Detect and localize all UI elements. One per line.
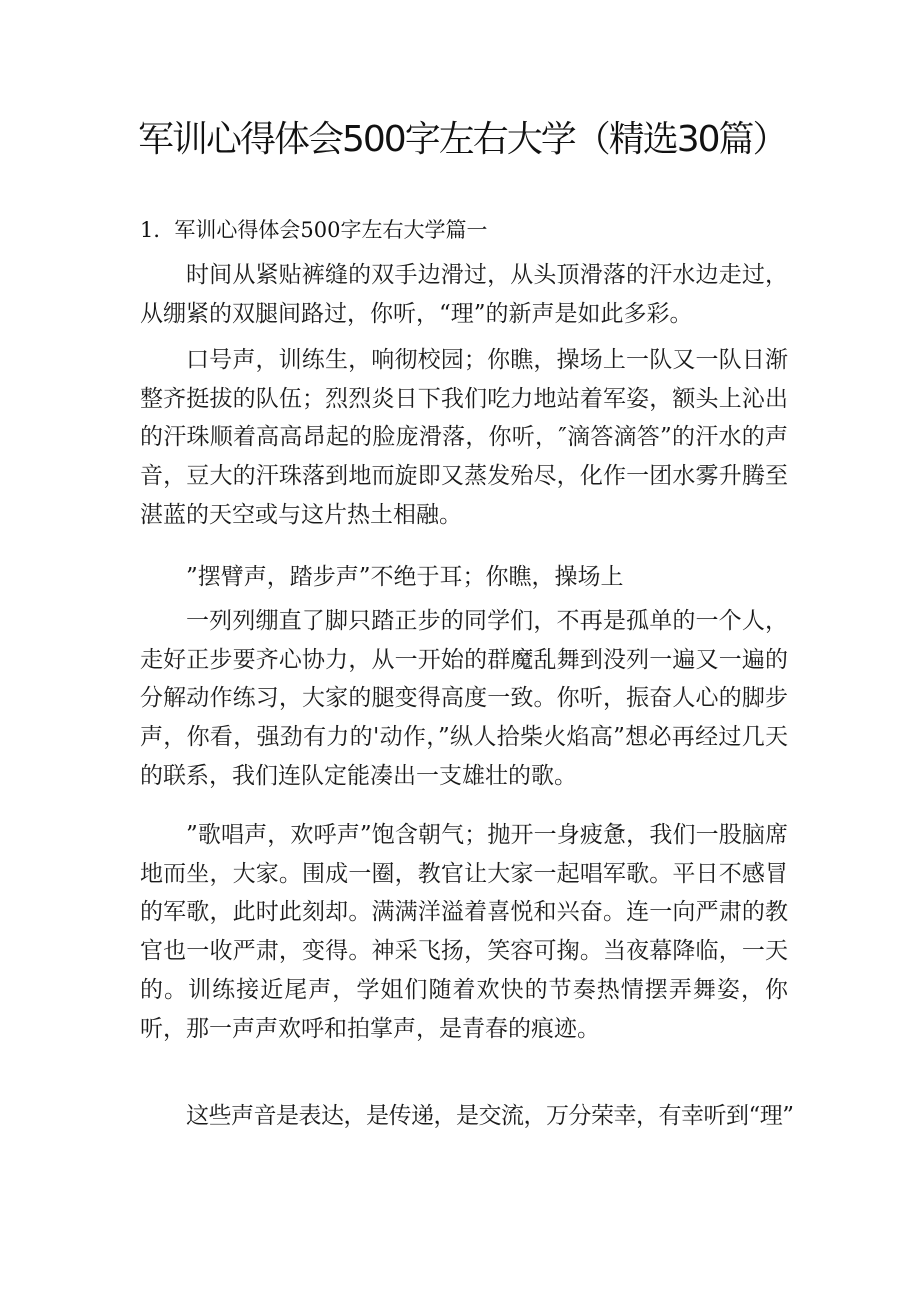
paragraph-1: 时间从紧贴裤缝的双手边滑过，从头顶滑落的汗水边走过，从绷紧的双腿间路过，你听，“理”的新声是如此多彩。: [140, 262, 788, 327]
paragraph-6: 这些声音是表达，是传递，是交流，万分荣幸，有幸听到“理”: [186, 1103, 794, 1129]
paragraph-2: 口号声，训练生，响彻校园；你瞧，操场上一队又一队日渐整齐挺拔的队伍；烈烈炎日下我们吃力地站着军姿，额头上沁出的汗珠顺着高高昂起的脸庞滑落，你听，″滴答滴答”的汗水的声音，豆大的汗珠落到地而旋即又蒸发殆尽，化作一团水雾升腾至湛蓝的天空或与这片热土相融。: [140, 347, 788, 528]
paragraph-3: ”摆臂声，踏步声”不绝于耳；你瞧，操场上: [186, 564, 624, 590]
document-title: 军训心得体会500字左右大学（精选30篇）: [138, 119, 787, 160]
section-heading: 1．军训心得体会500字左右大学篇一: [140, 218, 488, 242]
paragraph-4: 一列列绷直了脚只踏正步的同学们，不再是孤单的一个人，走好正步要齐心协力，从一开始的群魔乱舞到没列一遍又一遍的分解动作练习，大家的腿变得高度一致。你听，振奋人心的脚步声，你看，强劲有力的'动作，”纵人拾柴火焰高”想必再经过几天的联系，我们连队定能凑出一支雄壮的歌。: [140, 608, 788, 789]
paragraph-5: ”歌唱声，欢呼声”饱含朝气；抛开一身疲惫，我们一股脑席地而坐，大家。围成一圈，教官让大家一起唱军歌。平日不感冒的军歌，此时此刻却。满满洋溢着喜悦和兴奋。连一向严肃的教官也一收严肃，变得。神采飞扬，笑容可掬。当夜幕降临，一天的。训练接近尾声，学姐们随着欢快的节奏热情摆弄舞姿，你听，那一声声欢呼和拍掌声，是青春的痕迹。: [140, 822, 788, 1042]
